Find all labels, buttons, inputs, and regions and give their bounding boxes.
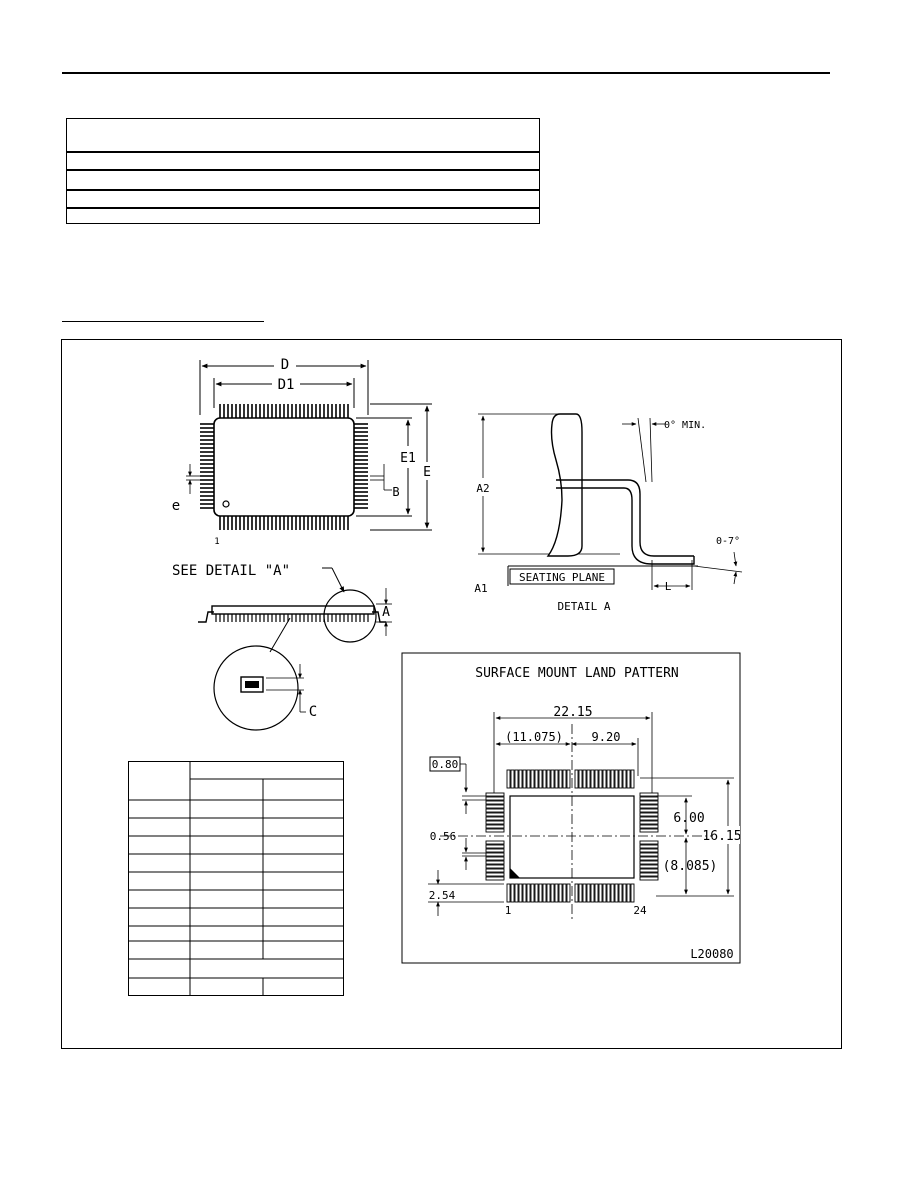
label-d: D [280,357,290,373]
dim-half-height: (8.085) [662,859,718,874]
label-l: L [664,580,672,593]
dim-pad-length: 2.54 [428,889,456,902]
pin-last-label: 24 [633,904,647,917]
dim-half-width: (11.075) [505,730,563,744]
dim-inner-height: 6.00 [673,811,705,826]
dim-total-width: 22.15 [553,705,593,720]
package-body [214,418,354,516]
land-pattern [402,653,742,963]
top-view [172,356,435,547]
detail-a [474,414,742,613]
label-a2: A2 [476,482,490,495]
angle-range-label: 0-7° [716,536,741,547]
dim-pitch: 0.80 [431,758,459,771]
side-view [172,563,392,730]
pin-first-label: 1 [504,904,512,917]
dimensions-table [128,761,344,997]
label-a1: A1 [474,582,488,595]
label-a: A [382,605,390,620]
land-pattern-title: SURFACE MOUNT LAND PATTERN [475,666,679,681]
label-pitch-e: e [171,498,181,514]
see-detail-label: SEE DETAIL "A" [172,563,291,579]
dim-pad-width: 0.56 [429,830,457,843]
detail-a-caption: DETAIL A [557,600,611,613]
dim-inner-width: 9.20 [591,730,621,744]
label-e: E [423,465,431,480]
label-b: B [392,485,400,499]
seating-plane-label: SEATING PLANE [518,571,606,584]
label-c: C [308,704,318,720]
dim-total-height: 16.15 [702,829,742,844]
drawing-number: L20080 [690,947,734,961]
pin1-label: 1 [214,537,220,547]
angle-min-label: 0° MIN. [664,420,707,431]
label-d1: D1 [277,377,295,393]
label-e1: E1 [400,451,416,466]
